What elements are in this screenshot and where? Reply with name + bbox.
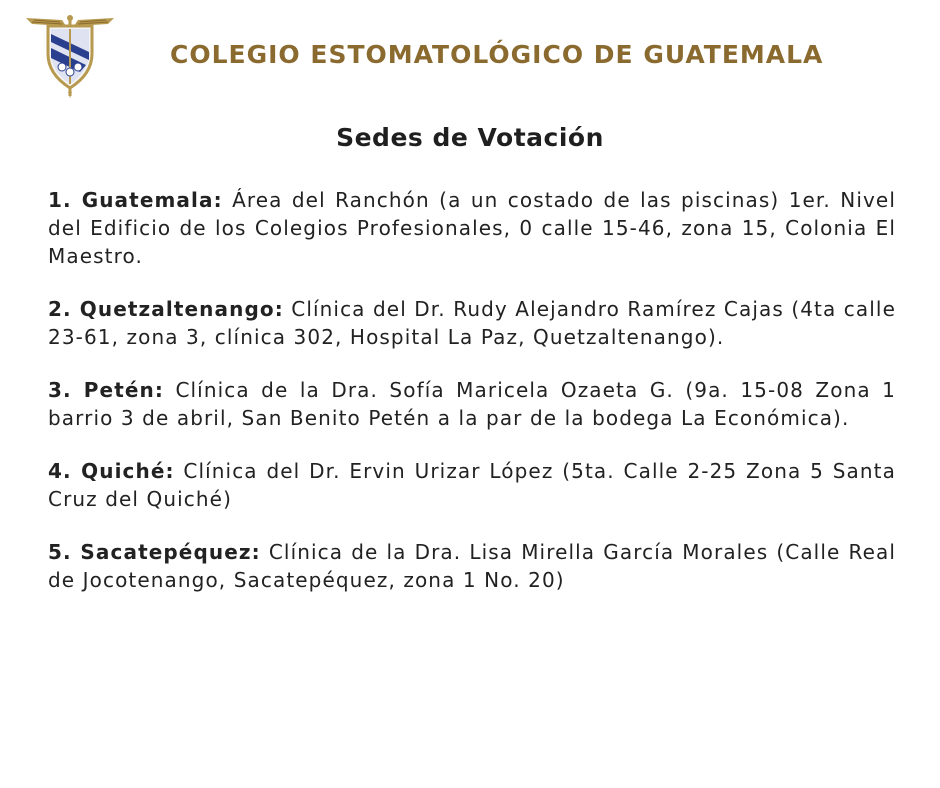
voting-locations-list [48, 186, 896, 619]
location-label: 5. Sacatepéquez: [48, 540, 261, 564]
page-title: Sedes de Votación [336, 123, 604, 152]
location-label: 3. Petén: [48, 378, 164, 402]
ceg-logo-emblem [22, 12, 118, 100]
location-label: 4. Quiché: [48, 459, 175, 483]
location-text: Clínica del Dr. Rudy Alejandro Ramírez Cajas (4ta calle 23-61, zona 3, clínica 302, Hospital La Paz, Quetzaltenango). [48, 297, 896, 349]
location-text: Clínica de la Dra. Sofía Maricela Ozaeta G. (9a. 15-08 Zona 1 barrio 3 de abril, San Benito Petén a la par de la bodega La Económica). [48, 378, 896, 430]
location-label: 2. Quetzaltenango: [48, 297, 284, 321]
location-text: Área del Ranchón (a un costado de las piscinas) 1er. Nivel del Edificio de los Colegios Profesionales, 0 calle 15-46, zona 15, Colonia El Maestro. [48, 188, 896, 268]
location-entry-sacatepequez [48, 538, 896, 594]
location-text: Clínica del Dr. Ervin Urizar López (5ta. Calle 2-25 Zona 5 Santa Cruz del Quiché) [48, 459, 896, 511]
location-entry-quiche [48, 457, 896, 513]
location-entry-guatemala [48, 186, 896, 270]
location-label: 1. Guatemala: [48, 188, 223, 212]
location-entry-peten [48, 376, 896, 432]
organization-name: COLEGIO ESTOMATOLÓGICO DE GUATEMALA [170, 40, 824, 69]
location-entry-quetzaltenango [48, 295, 896, 351]
header [0, 0, 940, 110]
location-text: Clínica de la Dra. Lisa Mirella García Morales (Calle Real de Jocotenango, Sacatepéquez, zona 1 No. 20) [48, 540, 896, 592]
